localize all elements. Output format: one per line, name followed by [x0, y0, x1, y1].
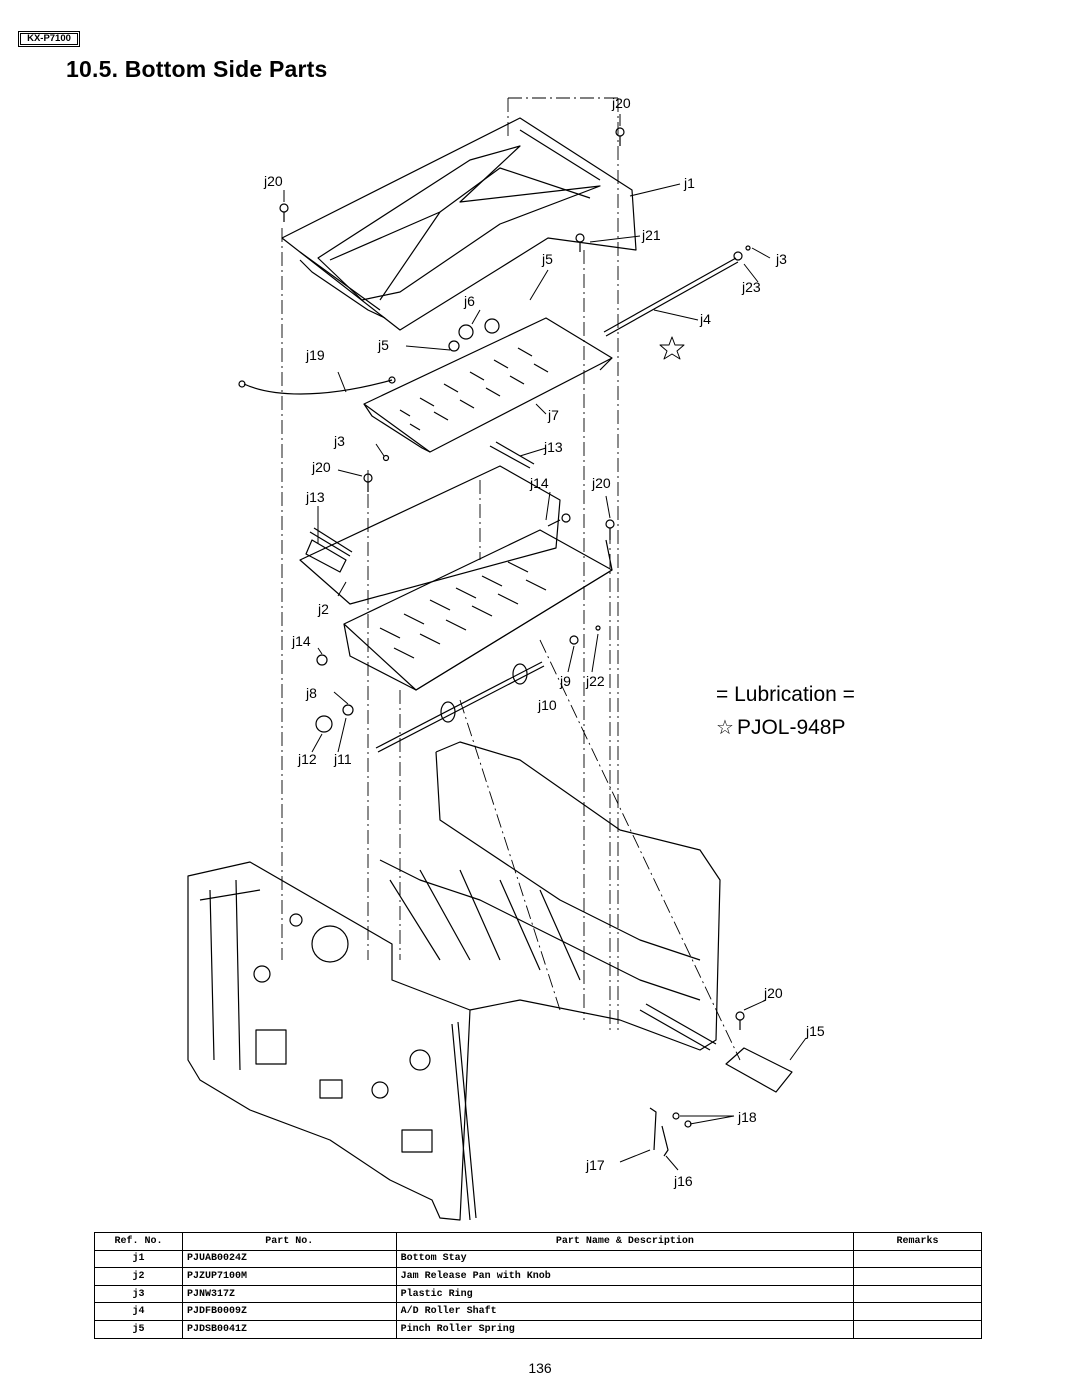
parts-table	[94, 1232, 982, 1339]
part-name-cell: Bottom Stay	[396, 1250, 853, 1268]
harness-drawing	[244, 380, 392, 394]
part-no-cell: PJZUP7100M	[182, 1268, 396, 1286]
callout-label: j12	[298, 751, 317, 767]
callout-label: j7	[548, 407, 559, 423]
table-row	[95, 1303, 982, 1321]
callout-label: j3	[334, 433, 345, 449]
roller-drawing	[376, 662, 544, 752]
upper-pan-drawing	[364, 318, 612, 452]
jam-release-pan-drawing	[300, 442, 612, 690]
ref-cell: j2	[95, 1268, 183, 1286]
column-header: Part Name & Description	[396, 1233, 853, 1251]
roller-shaft-drawing	[604, 246, 750, 336]
callout-label: j4	[700, 311, 711, 327]
sensor-board-drawing	[650, 1048, 792, 1156]
column-header: Ref. No.	[95, 1233, 183, 1251]
callout-label: j18	[738, 1109, 757, 1125]
bottom-stay-drawing	[282, 118, 636, 330]
callout-label: j5	[542, 251, 553, 267]
star-icon: ☆	[716, 717, 734, 739]
callout-label: j2	[318, 601, 329, 617]
callout-label: j19	[306, 347, 325, 363]
ref-cell: j5	[95, 1320, 183, 1338]
part-no-cell: PJNW317Z	[182, 1285, 396, 1303]
section-title: 10.5. Bottom Side Parts	[66, 56, 328, 82]
lubricant-code: PJOL-948P	[736, 716, 846, 739]
callout-label: j13	[544, 439, 563, 455]
callout-label: j14	[292, 633, 311, 649]
gear-drawing	[316, 655, 353, 732]
remarks-cell	[854, 1303, 982, 1321]
chassis-drawing	[188, 742, 720, 1220]
callout-label: j20	[312, 459, 331, 475]
callout-label: j16	[674, 1173, 693, 1189]
callout-label: j6	[464, 293, 475, 309]
callout-label: j17	[586, 1157, 605, 1173]
part-name-cell: A/D Roller Shaft	[396, 1303, 853, 1321]
callout-label: j1	[684, 175, 695, 191]
remarks-cell	[854, 1250, 982, 1268]
callout-label: j3	[776, 251, 787, 267]
callout-label: j5	[378, 337, 389, 353]
callout-label: j14	[530, 475, 549, 491]
column-header: Part No.	[182, 1233, 396, 1251]
page-number: 136	[528, 1360, 552, 1376]
remarks-cell	[854, 1268, 982, 1286]
remarks-cell	[854, 1320, 982, 1338]
callout-label: j11	[334, 751, 352, 767]
ref-cell: j4	[95, 1303, 183, 1321]
ref-cell: j1	[95, 1250, 183, 1268]
ref-cell: j3	[95, 1285, 183, 1303]
column-header: Remarks	[854, 1233, 982, 1251]
callout-label: j21	[642, 227, 661, 243]
lubrication-title: = Lubrication =	[716, 683, 855, 706]
part-no-cell: PJDSB0041Z	[182, 1320, 396, 1338]
callout-label: j20	[764, 985, 783, 1001]
callout-label: j22	[586, 673, 605, 689]
callout-label: j20	[612, 95, 631, 111]
table-row	[95, 1320, 982, 1338]
callout-label: j10	[538, 697, 557, 713]
table-header-row	[95, 1233, 982, 1251]
part-name-cell: Plastic Ring	[396, 1285, 853, 1303]
part-no-cell: PJDFB0009Z	[182, 1303, 396, 1321]
table-row	[95, 1268, 982, 1286]
callout-label: j13	[306, 489, 325, 505]
callout-label: j15	[806, 1023, 825, 1039]
part-name-cell: Jam Release Pan with Knob	[396, 1268, 853, 1286]
callout-label: j20	[592, 475, 611, 491]
screw-drawings	[280, 128, 744, 1030]
remarks-cell	[854, 1285, 982, 1303]
callout-label: j8	[306, 685, 317, 701]
callout-leaders	[284, 114, 806, 1170]
table-row	[95, 1250, 982, 1268]
callout-label: j9	[560, 673, 571, 689]
callout-label: j23	[742, 279, 761, 295]
callout-label: j20	[264, 173, 283, 189]
lubrication-item	[716, 715, 846, 740]
part-name-cell: Pinch Roller Spring	[396, 1320, 853, 1338]
part-no-cell: PJUAB0024Z	[182, 1250, 396, 1268]
model-label: KX-P7100	[20, 33, 78, 45]
table-row	[95, 1285, 982, 1303]
